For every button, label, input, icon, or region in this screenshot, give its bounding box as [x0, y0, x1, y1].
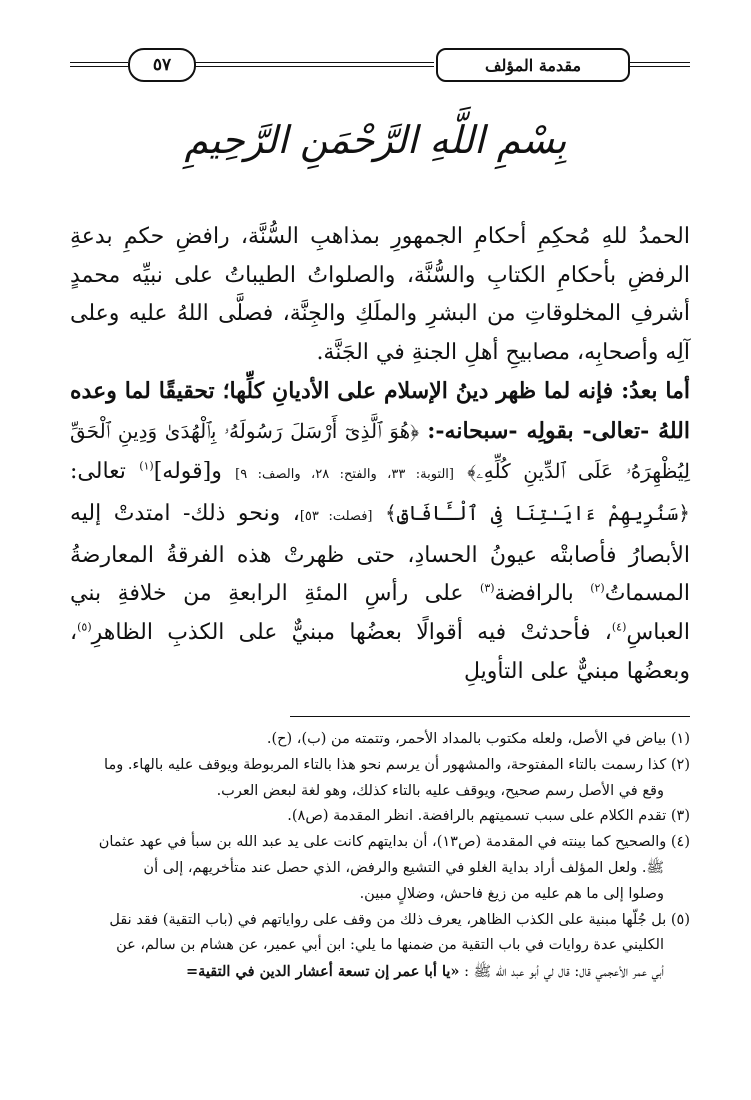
page-number: ٥٧	[128, 48, 196, 82]
footnote-4: (٤) والصحيح كما بينته في المقدمة (ص١٣)، أن بدايتهم كانت على يد عبد الله بن سبأ في عهد عثمان	[98, 834, 690, 851]
header-rule-middle	[194, 62, 434, 67]
footnote-5: (٥) بل جُلّها مبنية على الكذب الظاهر، يعرف ذلك من وقف على رواياتهم في (باب التقية) فقد نقل	[109, 911, 690, 928]
footnote-3: (٣) تقدم الكلام على سبب تسميتهم بالرافضة. انظر المقدمة (ص٨).	[287, 808, 690, 825]
verse-reference-1: [التوبة: ٣٣، والفتح: ٢٨، والصف: ٩]	[235, 466, 454, 482]
body-text-c: على رأسِ المئةِ الرابعةِ من خلافةِ بني العباسِ	[70, 581, 690, 645]
body-text-e: ، وبعضُها مبنيٌّ على التأويلِ	[70, 619, 690, 684]
footnotes	[70, 727, 690, 986]
footnote-5-cont: الكليني عدة روايات في باب التقية من ضمنها ما يلي: ابن أبي عمير، عن هشام بن سالم، عن	[116, 937, 664, 954]
connector-text-2: تعالى:	[70, 458, 126, 484]
quran-verse-2: ﴿سَنُرِيهِمْ ءَايَـٰتِنَا فِى ٱلْـَٔافَاقِ﴾	[384, 501, 691, 526]
footnote-2: (٢) كذا رسمت بالتاء المفتوحة، والمشهور أن يرسم نحو هذا بالتاء المربوطة ويوقف عليه بالهاء. وما	[104, 756, 690, 773]
basmala-calligraphy: بِسْمِ اللَّهِ الرَّحْمَنِ الرَّحِيمِ	[184, 118, 567, 162]
footnote-ref-4[interactable]: (٤)	[611, 620, 627, 634]
footnote-ref-3[interactable]: (٣)	[480, 582, 495, 596]
footnote-divider	[290, 716, 690, 717]
paragraph-intro: الحمدُ للهِ مُحكِمِ أحكامِ الجمهورِ بمذاهبِ السُّنَّة، رافضِ حكمِ بدعةِ الرفضِ بأحكامِ الكتابِ والسُّنَّة، والصلواتُ الطيباتُ على نبيِّه محمدٍ أشرفِ المخلوقاتِ من البشرِ والملَكِ والجِنَّة، فصلَّى اللهُ عليه وعلى آلِه وأصحابِه، مصابيحِ أهلِ الجنةِ في الجَنَّة.	[70, 224, 690, 365]
footnote-1: (١) بياض في الأصل، ولعله مكتوب بالمداد الأحمر، وتتمته من (ب)، (ح).	[266, 731, 690, 747]
footnote-4-cont: ﷺ. ولعل المؤلف أراد بداية الغلو في التشيع والرفض، الذي حصل عند متأخريهم، إلى أن	[143, 859, 664, 876]
verse-reference-2: [فصلت: ٥٣]	[299, 509, 373, 525]
section-title: مقدمة المؤلف	[436, 48, 630, 82]
quran-verse-1: ﴿هُوَ ٱلَّذِىٓ أَرْسَلَ رَسُولَهُۥ بِٱلْهُدَىٰ وَدِينِ ٱلْحَقِّ لِيُظْهِرَهُۥ عَلَى ٱلدِّينِ كُلِّهِۦ﴾	[70, 418, 690, 483]
main-text	[70, 218, 690, 691]
body-text-b: بالرافضة	[494, 581, 574, 607]
footnote-ref-5[interactable]: (٥)	[77, 620, 92, 634]
footnote-2-cont: وقع في الأصل رسم صحيح، ويوقف عليه بالتاء كذلك، وهو لغة لبعض العرب.	[216, 782, 664, 799]
body-text-d: ، فأحدثتْ فيه أقوالًا بعضُها مبنيٌّ على الكذبِ الظاهرِ	[91, 619, 612, 645]
header-rule-left	[70, 62, 128, 67]
page-header	[70, 44, 690, 84]
footnote-ref-2[interactable]: (٢)	[590, 582, 605, 596]
footnote-4-cont-2: وصلوا إلى ما هم عليه من زيغ فاحش، وضلالٍ مبين.	[359, 885, 664, 902]
footnote-ref-1[interactable]: (١)	[139, 459, 154, 473]
footnote-5-quote: «يا أبا عمر إن تسعة أعشار الدين في التقية=	[186, 963, 460, 981]
opening-phrase: أما بعدُ: فإنه لما ظهر دينُ الإسلام على الأديانِ كلِّها؛ تحقيقًا لما وعده اللهُ -تعالى- بقولِه -سبحانه-:	[70, 378, 690, 444]
connector-text: و[قوله]	[153, 458, 222, 484]
paragraph-body	[70, 372, 690, 691]
footnote-5-cont-2	[70, 959, 690, 986]
footnote-5-lead: أبي عمر الأعجمي قال: قال لي أبو عبد الله ﷺ :	[464, 964, 664, 981]
header-rule-right	[630, 62, 690, 67]
body-text-a: ، ونحو ذلك- امتدتْ إليه الأبصارُ فأصابتْه عيونُ الحسادِ، حتى ظهرتْ هذه الفرقةُ المعارضةُ المسماتُ	[70, 501, 691, 607]
